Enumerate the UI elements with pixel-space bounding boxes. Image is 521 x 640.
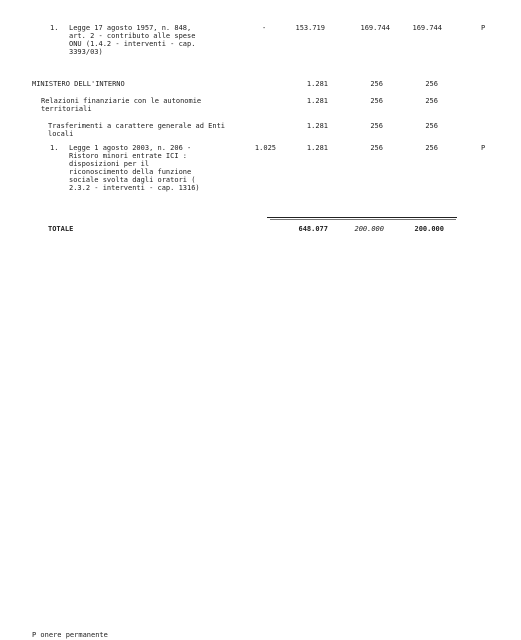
row2-value-2: 256 bbox=[370, 144, 383, 152]
row2-value-1: 1.281 bbox=[306, 144, 328, 152]
subsection-1-value-1: 1.281 bbox=[306, 97, 328, 105]
row1-value-3: 169.744 bbox=[412, 24, 442, 32]
section-title: MINISTERO DELL'INTERNO bbox=[32, 80, 125, 88]
row2-flag: P bbox=[481, 144, 486, 152]
section-value-1: 1.281 bbox=[306, 80, 328, 88]
section-value-2: 256 bbox=[370, 80, 383, 88]
total-rule-bottom bbox=[270, 219, 456, 220]
subsection-1-description: Relazioni finanziarie con le autonomie territoriali bbox=[41, 97, 202, 113]
subsection-1-value-2: 256 bbox=[370, 97, 383, 105]
row1-dash: - bbox=[262, 24, 267, 32]
row1-flag: P bbox=[481, 24, 486, 32]
row1-value-2: 169.744 bbox=[360, 24, 390, 32]
subsection-1-value-3: 256 bbox=[425, 97, 438, 105]
total-value-2: 200.000 bbox=[354, 225, 384, 233]
row2-value-0: 1.025 bbox=[254, 144, 276, 152]
row2-value-3: 256 bbox=[425, 144, 438, 152]
subsection-2-description: Trasferimenti a carattere generale ad Enti locali bbox=[48, 122, 226, 138]
total-rule-top bbox=[267, 217, 457, 218]
subsection-2-value-1: 1.281 bbox=[306, 122, 328, 130]
row2-index: 1. bbox=[50, 144, 59, 152]
total-value-1: 648.077 bbox=[298, 225, 328, 233]
row1-value-1: 153.719 bbox=[295, 24, 325, 32]
footnote: P onere permanente bbox=[32, 631, 108, 639]
subsection-2-value-3: 256 bbox=[425, 122, 438, 130]
section-value-3: 256 bbox=[425, 80, 438, 88]
row1-description: Legge 17 agosto 1957, n. 848, art. 2 - contributo alle spese ONU (1.4.2 - interventi - cap. 3393/03) bbox=[69, 24, 196, 56]
subsection-2-value-2: 256 bbox=[370, 122, 383, 130]
row1-index: 1. bbox=[50, 24, 59, 32]
total-label: TOTALE bbox=[48, 225, 74, 233]
row2-description: Legge 1 agosto 2003, n. 206 - Ristoro minori entrate ICI : disposizioni per il riconoscimento della funzione sociale svolta dagli oratori ( 2.3.2 - interventi - cap. 1316) bbox=[69, 144, 200, 192]
total-value-3: 200.000 bbox=[414, 225, 444, 233]
